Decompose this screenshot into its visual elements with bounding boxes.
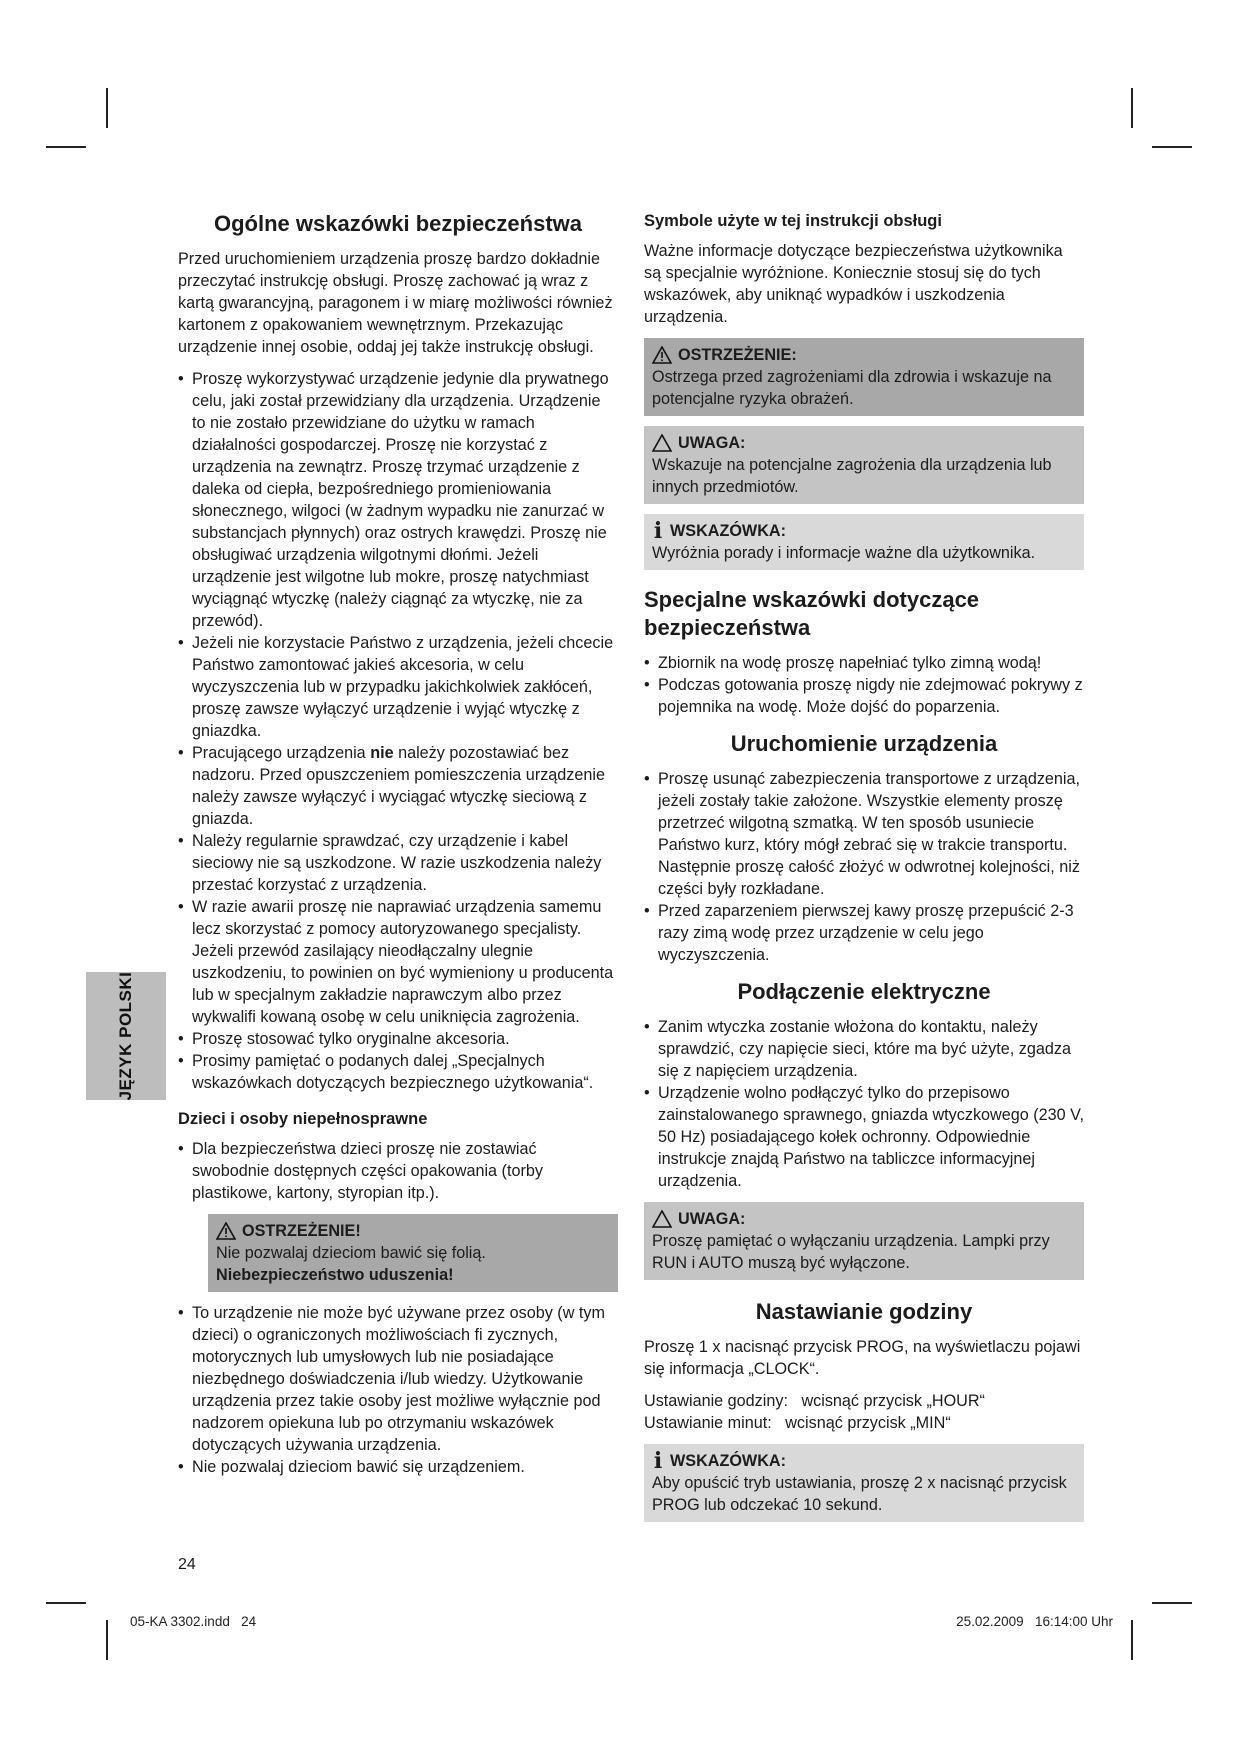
footer-file: 05-KA 3302.indd 24 xyxy=(130,1614,257,1629)
box-title xyxy=(216,1220,610,1242)
list-item: • Zanim wtyczka zostanie włożona do kontaktu, należy sprawdzić, czy napięcie sieci, które ma być użyte, zgadza się z napięciem urządzenia. xyxy=(644,1016,1084,1082)
box-title xyxy=(652,344,1076,366)
electric-title: Podłączenie elektryczne xyxy=(737,979,991,1004)
symbols-intro: Ważne informacje dotyczące bezpieczeństwa użytkownika są specjalnie wyróżnione. Koniecznie stosuj się do tych wskazówek, aby uniknąć wypadków i uszkodzenia urządzenia. xyxy=(644,242,1063,326)
box-title-text: WSKAZÓWKA: xyxy=(670,1452,786,1470)
info-icon: i xyxy=(653,518,663,544)
list-item: • Urządzenie wolno podłączyć tylko do przepisowo zainstalowanego sprawnego, gniazda wtyczkowego (230 V, 50 Hz) posiadającego kołek ochronny. Odpowiednie instrukcje znajdą Państwo na tabliczce informacyjnej urządzenia. xyxy=(644,1082,1084,1192)
caution-triangle-icon xyxy=(652,1210,672,1228)
box-title xyxy=(652,1208,1076,1230)
special-bullets xyxy=(644,652,1084,718)
list-item: • Proszę stosować tylko oryginalne akcesoria. xyxy=(178,1028,618,1050)
list-item xyxy=(178,742,618,830)
list-item: • Należy regularnie sprawdzać, czy urządzenie i kabel sieciowy nie są uszkodzone. W razie uszkodzenia należy przestać korzystać z urządzenia. xyxy=(178,830,618,896)
bullet-text: Pracującego urządzenia xyxy=(192,744,366,762)
bullet-bold-text: nie xyxy=(370,744,394,762)
box-text: Nie pozwalaj dzieciom bawić się folią. xyxy=(216,1244,486,1262)
crop-mark xyxy=(46,1602,86,1604)
box-title-text: UWAGA: xyxy=(678,1210,746,1228)
clock-hour-line: Ustawianie godziny: wcisnąć przycisk „HOUR“ xyxy=(644,1392,985,1410)
crop-mark xyxy=(1131,1620,1133,1660)
electric-bullets xyxy=(644,1016,1084,1192)
note-box-clock xyxy=(644,1444,1084,1522)
footer-date: 25.02.2009 16:14:00 Uhr xyxy=(956,1614,1113,1629)
list-item: • Dla bezpieczeństwa dzieci proszę nie zostawiać swobodnie dostępnych części opakowania (torby plastikowe, kartony, styropian itp.). xyxy=(178,1138,618,1204)
list-item: • Jeżeli nie korzystacie Państwo z urządzenia, jeżeli chcecie Państwo zamontować jakieś akcesoria, w celu wyczyszczenia lub w przypadku jakichkolwiek zakłóceń, proszę zawsze wyłączyć urządzenie i wyjąć wtyczkę z gniazdka. xyxy=(178,632,618,742)
crop-mark xyxy=(46,146,86,148)
box-title-text: UWAGA: xyxy=(678,434,746,452)
language-tab-label: JĘZYK POLSKI xyxy=(116,971,135,1101)
box-text: Aby opuścić tryb ustawiania, proszę 2 x nacisnąć przycisk PROG lub odczekać 10 sekund. xyxy=(652,1474,1067,1514)
box-title xyxy=(652,520,1076,542)
box-text: Wskazuje na potencjalne zagrożenia dla urządzenia lub innych przedmiotów. xyxy=(652,456,1052,496)
page-number: 24 xyxy=(178,1556,196,1573)
crop-mark xyxy=(106,88,108,128)
warning-box xyxy=(644,338,1084,416)
list-item: • Proszę usunąć zabezpieczenia transportowe z urządzenia, jeżeli zostały takie założone. Wszystkie elementy proszę przetrzeć wilgotną szmatką. W ten sposób usuniecie Państwo kurz, który mógł zebrać się w trakcie transportu. Następnie proszę całość złożyć w odwrotnej kolejności, niż części były rozkładane. xyxy=(644,768,1084,900)
warning-triangle-icon xyxy=(652,346,672,364)
children-warning-box xyxy=(208,1214,618,1292)
box-text: Wyróżnia porady i informacje ważne dla użytkownika. xyxy=(652,544,1036,562)
general-safety-title: Ogólne wskazówki bezpieczeństwa xyxy=(214,211,582,236)
intro-paragraph: Przed uruchomieniem urządzenia proszę bardzo dokładnie przeczytać instrukcję obsługi. Proszę zachować ją wraz z kartą gwarancyjną, paragonem i w miarę możliwości również kartonem z opakowaniem wewnętrznym. Przekazując urządzenie innej osobie, oddaj jej także instrukcję obsługi. xyxy=(178,250,613,356)
crop-mark xyxy=(1131,88,1133,128)
children-bullets-2 xyxy=(178,1302,618,1478)
list-item: • Zbiornik na wodę proszę napełniać tylko zimną wodą! xyxy=(644,652,1084,674)
list-item: • Nie pozwalaj dzieciom bawić się urządzeniem. xyxy=(178,1456,618,1478)
box-title-text: OSTRZEŻENIE! xyxy=(242,1222,361,1240)
warning-triangle-icon xyxy=(216,1222,236,1240)
crop-mark xyxy=(1152,1602,1192,1604)
list-item: • Przed zaparzeniem pierwszej kawy proszę przepuścić 2-3 razy zimą wodę przez urządzenie w celu jego wyczyszczenia. xyxy=(644,900,1084,966)
info-icon: i xyxy=(653,1448,663,1474)
general-bullets xyxy=(178,368,618,1094)
symbols-heading: Symbole użyte w tej instrukcji obsługi xyxy=(644,212,942,230)
clock-intro: Proszę 1 x nacisnąć przycisk PROG, na wyświetlaczu pojawi się informacja „CLOCK“. xyxy=(644,1338,1081,1378)
box-text: Ostrzega przed zagrożeniami dla zdrowia i wskazuje na potencjalne ryzyka obrażeń. xyxy=(652,368,1052,408)
children-heading: Dzieci i osoby niepełnosprawne xyxy=(178,1110,428,1128)
box-text: Proszę pamiętać o wyłączaniu urządzenia. Lampki przy RUN i AUTO muszą być wyłączone. xyxy=(652,1232,1050,1272)
box-title-text: OSTRZEŻENIE: xyxy=(678,346,797,364)
caution-box xyxy=(644,426,1084,504)
bullet-text: należy pozostawiać bez nadzoru. Przed opuszczeniem pomieszczenia urządzenie należy zawsze wyłączyć i wyciągać wtyczkę sieciową z gniazda. xyxy=(192,744,606,828)
list-item: • To urządzenie nie może być używane przez osoby (w tym dzieci) o ograniczonych możliwościach fi zycznych, motorycznych lub umysłowych lub nie posiadające niezbędnego doświadczenia i/lub wiedzy. Użytkowanie urządzenia przez takie osoby jest możliwe wyłącznie pod nadzorem opiekuna lub po otrzymaniu wskazówek dotyczących używania urządzenia. xyxy=(178,1302,618,1456)
box-title xyxy=(652,1450,1076,1472)
box-title-text: WSKAZÓWKA: xyxy=(670,522,786,540)
list-item: • Prosimy pamiętać o podanych dalej „Specjalnych wskazówkach dotyczących bezpiecznego użytkowania“. xyxy=(178,1050,618,1094)
list-item: • W razie awarii proszę nie naprawiać urządzenia samemu lecz skorzystać z pomocy autoryzowanego specjalisty. Jeżeli przewód zasilający nieodłączalny ulegnie uszkodzeniu, to powinien on być wymieniony u producenta lub w specjalnym zakładzie naprawczym albo przez wykwalifi kowaną osobę w celu uniknięcia zagrożenia. xyxy=(178,896,618,1028)
right-column xyxy=(644,210,1084,1532)
list-item: • Proszę wykorzystywać urządzenie jedynie dla prywatnego celu, jaki został przewidziany dla urządzenia. Urządzenie to nie zostało przewidziane do użytku w ramach działalności gospodarczej. Proszę nie korzystać z urządzenia na zewnątrz. Proszę trzymać urządzenie z daleka od ciepła, bezpośredniego promieniowania słonecznego, wilgoci (w żadnym wypadku nie zanurzać w substancjach płynnych) oraz ostrych krawędzi. Proszę nie obsługiwać urządzenia wilgotnymi dłońmi. Jeżeli urządzenie jest wilgotne lub mokre, proszę natychmiast wyciągnąć wtyczkę (należy ciągnąć za wtyczkę, nie za przewód). xyxy=(178,368,618,632)
left-column xyxy=(178,210,618,1488)
startup-title: Uruchomienie urządzenia xyxy=(730,731,998,756)
crop-mark xyxy=(106,1620,108,1660)
clock-title: Nastawianie godziny xyxy=(755,1299,973,1324)
list-item: • Podczas gotowania proszę nigdy nie zdejmować pokrywy z pojemnika na wodę. Może dojść do poparzenia. xyxy=(644,674,1084,718)
clock-min-line: Ustawianie minut: wcisnąć przycisk „MIN“ xyxy=(644,1414,951,1432)
startup-bullets xyxy=(644,768,1084,966)
crop-mark xyxy=(1152,146,1192,148)
caution-triangle-icon xyxy=(652,434,672,452)
language-tab xyxy=(86,972,166,1100)
special-safety-title: Specjalne wskazówki dotyczące bezpieczeństwa xyxy=(644,587,980,640)
box-title xyxy=(652,432,1076,454)
note-box xyxy=(644,514,1084,570)
caution-box-power xyxy=(644,1202,1084,1280)
box-text-bold: Niebezpieczeństwo uduszenia! xyxy=(216,1266,454,1284)
children-bullets xyxy=(178,1138,618,1204)
